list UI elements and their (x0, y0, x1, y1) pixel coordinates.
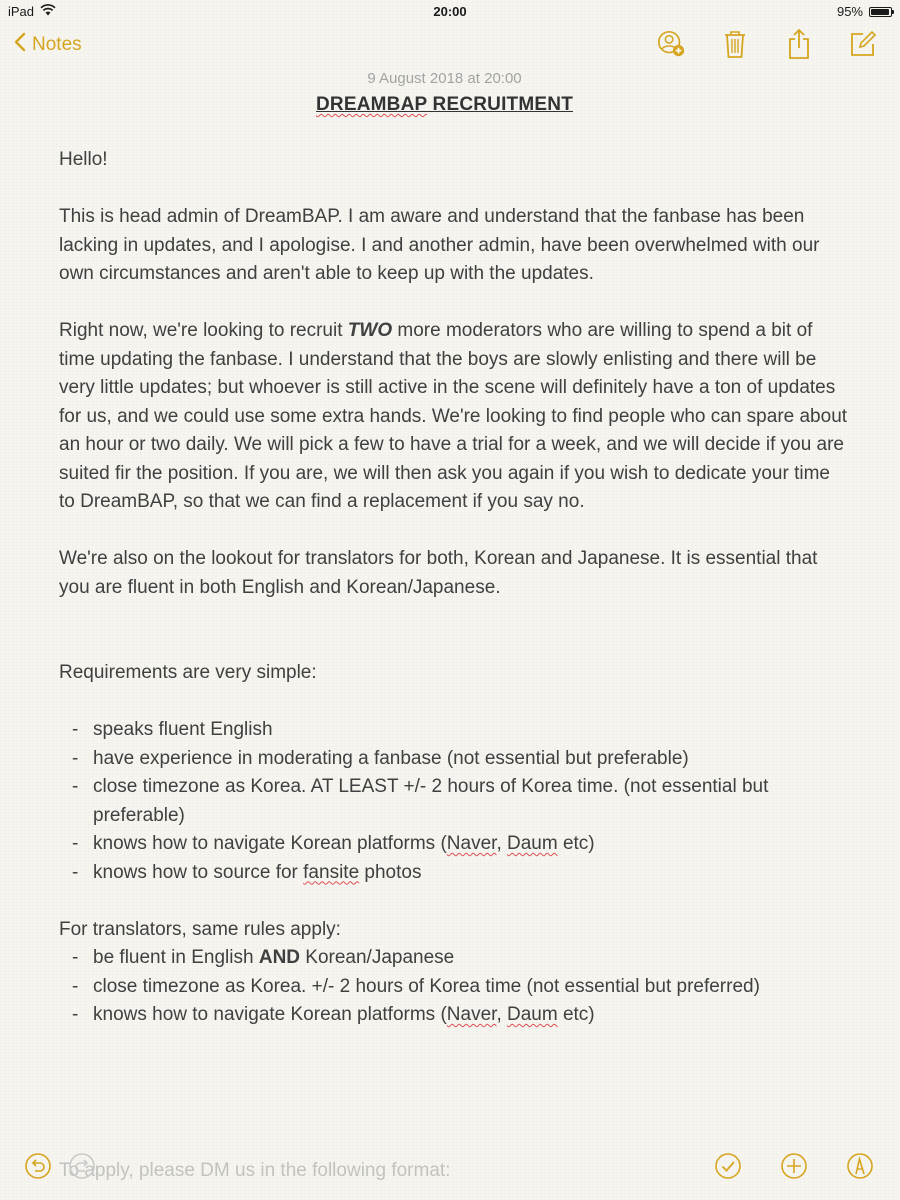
list-text: etc) (557, 833, 595, 854)
note-body[interactable] (59, 146, 850, 1030)
recruit-text-a: Right now, we're looking to recruit (59, 320, 348, 341)
translators-heading: For translators, same rules apply: (59, 918, 341, 940)
markup-icon[interactable] (846, 1152, 874, 1180)
title-misspelled-word: DREAMBAP (316, 94, 428, 115)
list-item (59, 830, 850, 859)
nav-toolbar (656, 28, 878, 60)
chevron-left-icon (14, 32, 26, 58)
list-text: , (496, 1004, 507, 1025)
bottom-toolbar (0, 1140, 900, 1200)
scrolled-text-peek: To apply, please DM us in the following format: (59, 1160, 451, 1181)
list-item: - speaks fluent English (59, 716, 850, 745)
translators-list (59, 944, 850, 1030)
back-label: Notes (32, 34, 82, 55)
list-text: be fluent in English (93, 947, 259, 968)
requirements-list (59, 716, 850, 887)
list-item (59, 944, 850, 973)
greeting: Hello! (59, 149, 108, 170)
note-date: 9 August 2018 at 20:00 (367, 70, 522, 87)
battery-percent: 95% (836, 4, 863, 19)
list-emphasis: AND (258, 947, 301, 968)
list-text: knows how to navigate Korean platforms ( (93, 833, 447, 854)
status-right (837, 4, 892, 19)
bottom-left-tools (24, 1152, 96, 1180)
add-person-icon[interactable] (656, 28, 686, 60)
list-text: knows how to navigate Korean platforms ( (93, 1004, 447, 1025)
recruit-text-c: more moderators who are willing to spend a bit of time updating the fanbase. I understand that the boys are slowly enlisting and there will be very little updates; but whoever is still active in the scene will definitely have a ton of updates for us, and we could use some extra hands. We're looking to find people who can spare about an hour or two daily. We will pick a few to have a trial for a week, and we will decide if you are suited fir the position. If you are, we will then ask you again if you wish to dedicate your time to DreamBAP, so that we can find a replacement if you say no. (59, 320, 848, 512)
list-text: Korean/Japanese (300, 947, 455, 968)
redo-icon[interactable] (68, 1152, 96, 1180)
status-bar (0, 0, 900, 22)
list-item: - have experience in moderating a fanbase (not essential but preferable) (59, 745, 850, 774)
note-content[interactable] (59, 70, 850, 1030)
misspelled-word: Naver (446, 1004, 497, 1025)
checklist-icon[interactable] (714, 1152, 742, 1180)
misspelled-word: Daum (507, 833, 558, 854)
trash-icon[interactable] (720, 28, 750, 60)
list-text: etc) (557, 1004, 595, 1025)
list-text: photos (359, 861, 422, 883)
paragraph-intro: This is head admin of DreamBAP. I am aware and understand that the fanbase has been lacking in updates, and I apologise. I and another admin, have been overwhelmed with our own circumstances and aren't able to keep up with the updates. (59, 206, 820, 284)
requirements-heading: Requirements are very simple: (59, 662, 317, 683)
bottom-right-tools (714, 1152, 874, 1180)
battery-fill (871, 9, 889, 15)
paragraph-translators: We're also on the lookout for translators for both, Korean and Japanese. It is essential that you are fluent in both English and Korean/Japanese. (59, 548, 818, 598)
status-time: 20:00 (433, 4, 467, 19)
misspelled-word: fansite (303, 861, 360, 883)
paragraph-recruit (59, 317, 850, 517)
battery-icon (869, 7, 892, 17)
note-title (39, 94, 850, 124)
undo-icon[interactable] (24, 1152, 52, 1180)
back-button[interactable] (14, 32, 82, 58)
misspelled-word: Naver (446, 833, 497, 854)
list-item: - close timezone as Korea. +/- 2 hours of Korea time (not essential but preferred) (59, 973, 850, 1002)
list-item (59, 1001, 850, 1030)
list-item: - close timezone as Korea. AT LEAST +/- 2 hours of Korea time. (not essential but preferable) (59, 773, 850, 830)
compose-icon[interactable] (848, 28, 878, 60)
add-icon[interactable] (780, 1152, 808, 1180)
title-rest: RECRUITMENT (427, 94, 573, 115)
misspelled-word: Daum (507, 1004, 558, 1025)
share-icon[interactable] (784, 28, 814, 60)
nav-bar (0, 22, 900, 70)
recruit-emphasis: TWO (347, 320, 393, 341)
list-text: , (496, 833, 507, 854)
device-label: iPad (8, 4, 35, 19)
list-text: knows how to source for (93, 861, 304, 883)
list-item (59, 859, 850, 888)
